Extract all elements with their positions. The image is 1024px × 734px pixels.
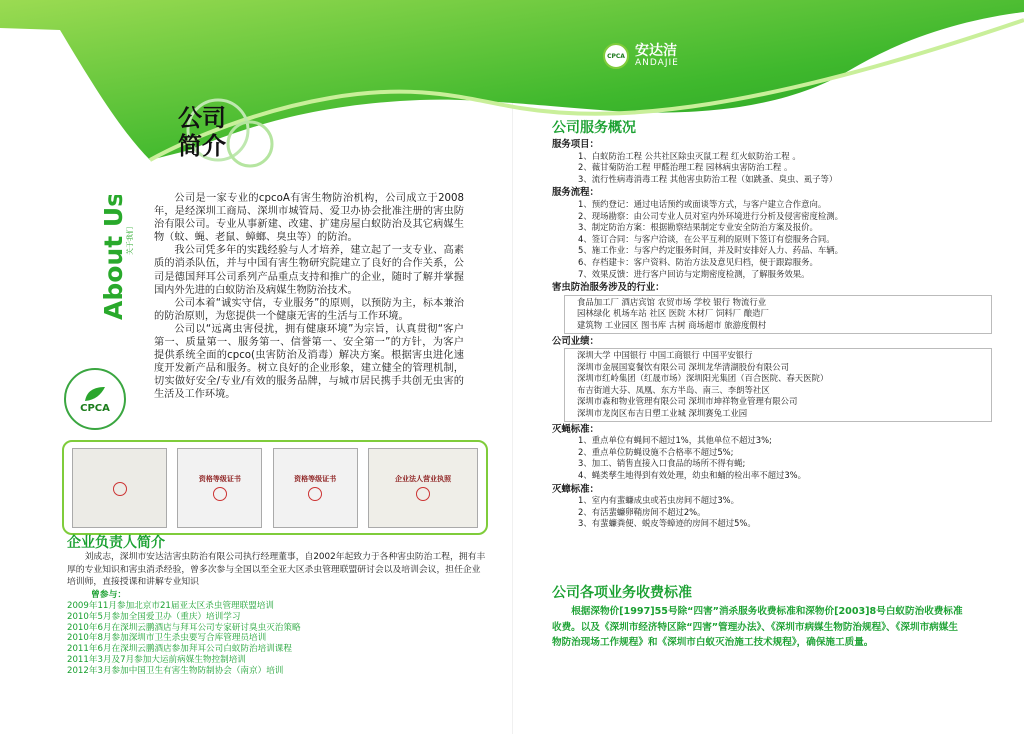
performance-list xyxy=(564,348,992,422)
roach-standard-list xyxy=(552,495,992,530)
honor-item: 2010年6月在深圳云鹏酒店与拜耳公司专家研讨臭虫灭治策略 xyxy=(67,622,301,633)
certificate-image xyxy=(72,448,167,528)
flow-step: 6、存档建卡：客户资料、防治方法及意见归档，便于跟踪服务。 xyxy=(578,256,818,267)
company-intro xyxy=(154,192,464,402)
flow-step: 3、制定防治方案：根据勘察结果制定专业安全防治方案及报价。 xyxy=(578,222,818,233)
flow-step: 1、预约登记：通过电话预约或面谈等方式，与客户建立合作意向。 xyxy=(578,198,827,209)
roach-standard-item: 2、有活蜚蠊卵鞘房间不超过2%。 xyxy=(578,506,706,517)
fly-standard-item: 4、蝇类孳生地得到有效处理，幼虫和蛹的检出率不超过3%。 xyxy=(578,470,806,481)
fees-body: 根据深物价[1997]55号除“四害”消杀服务收费标准和深物价[2003]8号白蚁防治收费标准收费。以及《深圳市经济特区除“四害”管理办法》、《深圳市病媒生物防治规程》、《深圳市病媒生物防治现场工作规程》和《深圳市白蚁灭治施工技术规程》，确保施工质量。 xyxy=(552,606,963,648)
service-item: 3、流行性病毒消毒工程 其他害虫防治工程（如跳蚤、臭虫、虱子等） xyxy=(578,173,838,184)
roach-standard-item: 3、有蜚蠊粪便、蜕皮等蟑迹的房间不超过5%。 xyxy=(578,518,756,529)
industry-row: 食品加工厂 酒店宾馆 农贸市场 学校 银行 物流行业 xyxy=(577,296,767,307)
brand-en: ANDAJIE xyxy=(635,58,679,68)
certificate-image: 企业法人营业执照 xyxy=(368,448,478,528)
fees-heading: 公司各项业务收费标准 xyxy=(552,585,692,601)
honor-item: 2011年3月及7月参加大运前病媒生物控制培训 xyxy=(67,654,246,665)
fly-standard-heading: 灭蝇标准： xyxy=(552,423,599,435)
certificate-image: 资格等级证书 xyxy=(273,448,358,528)
honor-item: 2009年11月参加北京市21届亚太区杀虫管理联盟培训 xyxy=(67,601,275,611)
fly-standard-list xyxy=(552,435,992,481)
industry-heading: 害虫防治服务涉及的行业： xyxy=(552,282,665,294)
honor-item: 2010年8月参加深圳市卫生杀虫要写合库管理员培训 xyxy=(67,633,267,644)
intro-paragraph: 公司是一家专业的cpcoA有害生物防治机构，公司成立于2008年，是经深圳工商局、深圳市城管局、爱卫办协会批准注册的害虫防治有限公司。专业从事新建、改建、扩建房屋白蚁防治及其它病媒生物（蚊、蝇、老鼠、蟑螂、臭虫等）的防治。 xyxy=(154,193,464,244)
brand-logo xyxy=(603,43,679,69)
fly-standard-item: 2、重点单位防蝇设施不合格率不超过5%; xyxy=(578,446,734,457)
roach-standard-heading: 灭蟑标准： xyxy=(552,483,599,495)
industry-row: 园林绿化 机场车站 社区 医院 木材厂 饲料厂 酿造厂 xyxy=(577,308,769,319)
honor-list xyxy=(67,601,487,677)
svg-text:About Us: About Us xyxy=(99,195,128,320)
flow-step: 5、施工作业：与客户约定服务时间，并及时安排好人力、药品、车辆。 xyxy=(578,245,843,256)
service-items-heading: 服务项目： xyxy=(552,139,599,150)
cpca-seal-text: CPCA xyxy=(80,402,110,414)
brand-name: 安达洁 xyxy=(635,43,677,59)
performance-row: 深圳市金展国宴餐饮有限公司 深圳龙华清湖股份有限公司 xyxy=(577,361,790,372)
intro-paragraph: 公司以“远离虫害侵扰，拥有健康环境”为宗旨，认真贯彻“客户第一、质量第一、服务第一、信誉第一、安全第一”的方针，为客户提供系统全面的cpco(虫害防治及消毒）解决方案。根据害虫进化速度开发新产品和服务。树立良好的企业形象，建立健全的管理机制，切实做好安全/专业/有效的服务品牌，与城市居民携手共创无虫害的生活及工作环境。 xyxy=(154,323,464,401)
about-title xyxy=(178,104,238,160)
about-us-vertical xyxy=(86,195,136,325)
performance-heading: 公司业绩： xyxy=(552,335,599,347)
certificate-gallery xyxy=(62,440,488,535)
leader-heading: 企业负责人简介 xyxy=(67,535,165,551)
performance-row: 深圳市森和物业管理有限公司 深圳市坤祥物业管理有限公司 xyxy=(577,396,798,407)
certificate-image: 资格等级证书 xyxy=(177,448,262,528)
performance-row: 深圳市龙岗区布吉日塑工业城 深圳赛兔工业园 xyxy=(577,408,748,419)
about-title-line2: 简介 xyxy=(178,132,226,160)
intro-paragraph: 公司本着“诚实守信，专业服务”的原则，以预防为主，标本兼治的防治原则，为您提供一个健康无害的生活与工作环境。 xyxy=(154,297,464,322)
honor-item: 2010年5月参加全国爱卫办（重庆）培训学习 xyxy=(67,611,241,622)
cpca-logo-icon: CPCA xyxy=(603,43,629,69)
performance-row: 深圳大学 中国银行 中国工商银行 中国平安银行 xyxy=(577,350,753,361)
performance-row: 深圳市红岭集团（红晟市场）深圳阳光集团（百合医院、春天医院） xyxy=(577,373,829,384)
flow-step: 7、效果反馈：进行客户回访与定期密度检测，了解服务效果。 xyxy=(578,268,810,279)
roach-standard-item: 1、室内有蜚蠊成虫或若虫房间不超过3%。 xyxy=(578,495,739,506)
flow-step: 2、现场勘察：由公司专业人员对室内外环境进行分析及侵害密度检测。 xyxy=(578,210,843,221)
industry-row: 建筑物 工业园区 图书库 古树 商场超市 旅游度假村 xyxy=(577,319,767,330)
leaf-icon xyxy=(83,385,107,403)
honor-item: 2011年6月在深圳云鹏酒店参加拜耳公司白蚁防治培训课程 xyxy=(67,644,292,655)
honor-item: 2012年3月参加中国卫生有害生物防制协会（南京）培训 xyxy=(67,665,284,676)
industry-list xyxy=(564,295,992,334)
leader-section xyxy=(67,551,487,677)
flow-step: 4、签订合同：与客户洽谈，在公平互利的原则下签订有偿服务合同。 xyxy=(578,233,835,244)
service-overview xyxy=(552,137,992,530)
service-items-list xyxy=(552,151,992,186)
service-item: 2、薇甘菊防治工程 甲醛治理工程 园林病虫害防治工程 。 xyxy=(578,162,793,173)
fly-standard-item: 3、加工、销售直接入口食品的场所不得有蝇; xyxy=(578,458,746,469)
honor-title: 曾参与： xyxy=(91,589,127,600)
about-title-line1: 公司 xyxy=(178,104,226,132)
svg-text:关于我们: 关于我们 xyxy=(126,227,134,255)
service-heading: 公司服务概况 xyxy=(552,120,636,136)
leader-body: 刘成志，深圳市安达洁害虫防治有限公司执行经理董事，自2002年起致力于各种害虫防治工程，拥有丰厚的专业知识和害虫消杀经验，曾多次参与全国以至全亚大区杀虫管理联盟研讨会以及培训会议，担任企业培训师，直接授课和讲解专业知识 xyxy=(67,552,486,587)
performance-row: 布吉街道大芬、凤凰、东方半岛、南三、李朗等社区 xyxy=(577,384,770,395)
intro-paragraph: 我公司凭多年的实践经验与人才培养，建立起了一支专业、高素质的消杀队伍，并与中国有害生物研究院建立了良好的合作关系，公司是德国拜耳公司系列产品重点支持和推广的企业，随时了解并掌握国内外先进的白蚁防治及病媒生物防治技术。 xyxy=(154,245,464,296)
service-item: 1、白蚁防治工程 公共社区除虫灭鼠工程 红火蚁防治工程 。 xyxy=(578,150,801,161)
service-flow-list xyxy=(552,199,992,280)
cpca-seal xyxy=(64,368,126,430)
service-flow-heading: 服务流程： xyxy=(552,187,599,199)
fly-standard-item: 1、重点单位有蝇间不超过1%，其他单位不超过3%; xyxy=(578,435,772,446)
